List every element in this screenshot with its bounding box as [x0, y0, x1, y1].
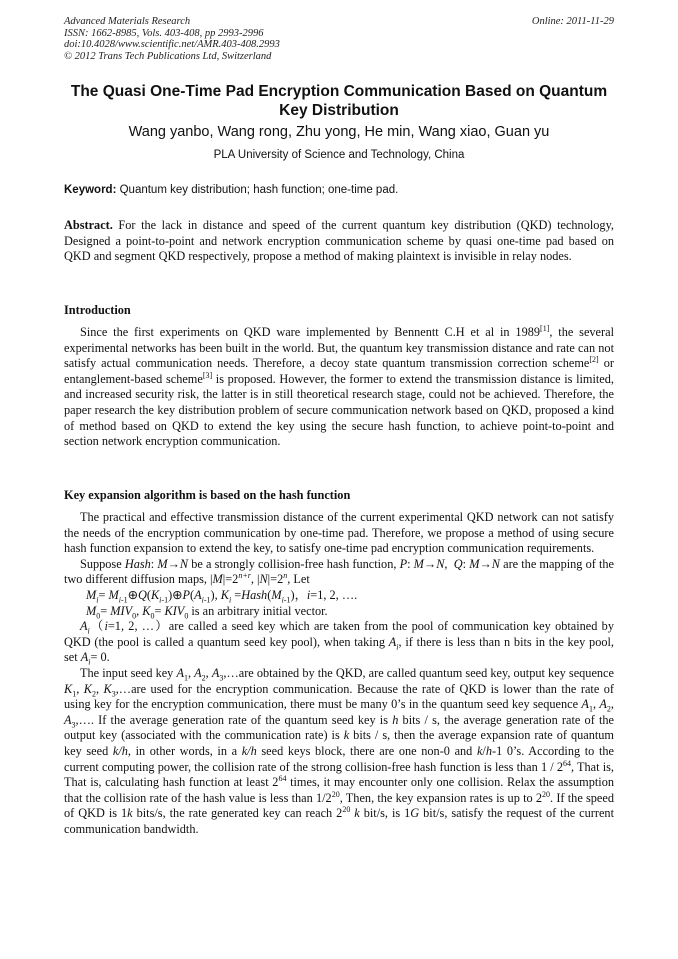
author-list: Wang yanbo, Wang rong, Zhu yong, He min, Wang xiao, Guan yu [128, 124, 550, 140]
equation-1: $M_i=$ $M_{i-1}\oplus Q(K_{i-1})\oplus P(A_{i-1})$, $K_i$ $=Hash(M_{i-1})$，i=1, 2, …. [86, 587, 358, 605]
equation-2: $M_0= MIV_0$, $K_0= KIV_0$ is an arbitrary initial vector. [86, 603, 328, 621]
intro-paragraph: Since the first experiments on QKD ware implemented by Bennentt C.H et al in 1989[1], the several experimental networks has been built in the world. But, the quantum key transmission distance and rate can not satisfy actual communication needs. Therefore, a decoy state quantum transmission correction scheme[2] or entanglement-based scheme[3] is proposed. However, the former to extend the transmission distance is limited, and increased security risk, the latter is in still theoretical research stage, could not be achieved. Therefore, the paper research the key distribution problem of secure communication network based on QKD, proposed a kind of method based on QKD to extend the key using the secure hash function, to achieve point-to-point and section network encryption communication. [64, 323, 614, 449]
paper-title [60, 82, 618, 120]
keyword-text: Quantum key distribution; hash function; one-time pad. [116, 184, 399, 196]
citation-1: [1] [540, 323, 550, 333]
kea-paragraph-2: Suppose Hash: M→N be a strongly collision-free hash function, P: M→N, Q: M→N are the mapping of the two different diffusion maps, $|M|=2^{n+r}$, $|N|=2^n$, Let [64, 556, 614, 587]
introduction-body [64, 325, 614, 450]
title-line-1: The Quasi One-Time Pad Encryption Communication Based on Quantum [70, 83, 608, 100]
section-heading-introduction: Introduction [64, 303, 131, 317]
abstract-label: Abstract. [64, 218, 113, 232]
keyword-label: Keyword: [64, 184, 117, 196]
kea-paragraph-3: $A_i(i=1$, 2, …）are called a seed key which are taken from the pool of communication key obtained by QKD (the pool is called a quantum seed key pool), when taking $A_i$, if there is less than n bits in the key pool, set $A_i= 0$. [64, 619, 614, 667]
key-expansion-body [64, 510, 614, 837]
section-heading-key-expansion: Key expansion algorithm is based on the hash function [64, 488, 351, 502]
citation-3: [3] [202, 370, 213, 380]
online-date: Online: 2011-11-29 [531, 16, 614, 27]
issn-line: ISSN: 1662-8985, Vols. 403-408, pp 2993-2996 [64, 27, 264, 39]
kea-paragraph-1: The practical and effective transmission distance of the current experimental QKD network can not satisfy the needs of the encryption communication by one-time pad. Therefore, we propose a method of using secure hash function expansion to extend the key, to satisfy one-time pad encryption communication requirements. [64, 510, 614, 556]
abstract-text: For the lack in distance and speed of the current quantum key distribution (QKD) technology, Designed a point-to-point and network encryption communication scheme by quasi one-time pad based on QKD and segment QKD respectively, propose a method of making plaintext is invisible in relay nodes. [64, 218, 614, 264]
doi-line: doi:10.4028/www.scientific.net/AMR.403-408.2993 [64, 39, 280, 50]
journal-header [64, 16, 280, 62]
journal-name: Advanced Materials Research [64, 16, 191, 27]
kea-paragraph-4: The input seed key $A_1$, $A_2$, $A_3,\dots are$ obtained by the QKD, are called quantum seed key, output key sequence $K_1$, $K_2$, $K_3,\dots are$ used for the encryption communication. Because the rate of QKD is lower than the rate of using key for the encryption communication, there must be many 0’s in the quantum seed key sequence $A_1$, $A_2$, $A_3,\dots$. If the average generation rate of the quantum seed key is h bits / s, the average generation rate of the output key (associated with the communication rate) is k bits / s, then the average expansion rate of quantum key seed k/h, in other words, in a k/h seed keys block, there are one non-0 and k/h-1 0’s. According to the current computing power, the collision rate of the strong collision-free hash function is less than $1 / 2^{64}$, That is, That is, calculating hash function at least $2^{64}$ times, it may encounter only one collision. Relax the assumption that the collision rate of the hash value is less than $1/2^{20}$, Then, the key expansion rates is up to $2^{20}$. If the speed of QKD is 1k bits/s, the rate generated key can reach $2^{20}$ k bit/s, is 1G bit/s, satisfy the request of the current communication bandwidth. [64, 665, 615, 836]
affiliation: PLA University of Science and Technology, China [213, 149, 465, 161]
keyword-line [64, 184, 398, 196]
citation-2: [2] [589, 355, 599, 365]
abstract-block [64, 218, 614, 265]
title-line-2: Key Distribution [279, 102, 399, 119]
copyright-line: © 2012 Trans Tech Publications Ltd, Switzerland [64, 50, 272, 62]
